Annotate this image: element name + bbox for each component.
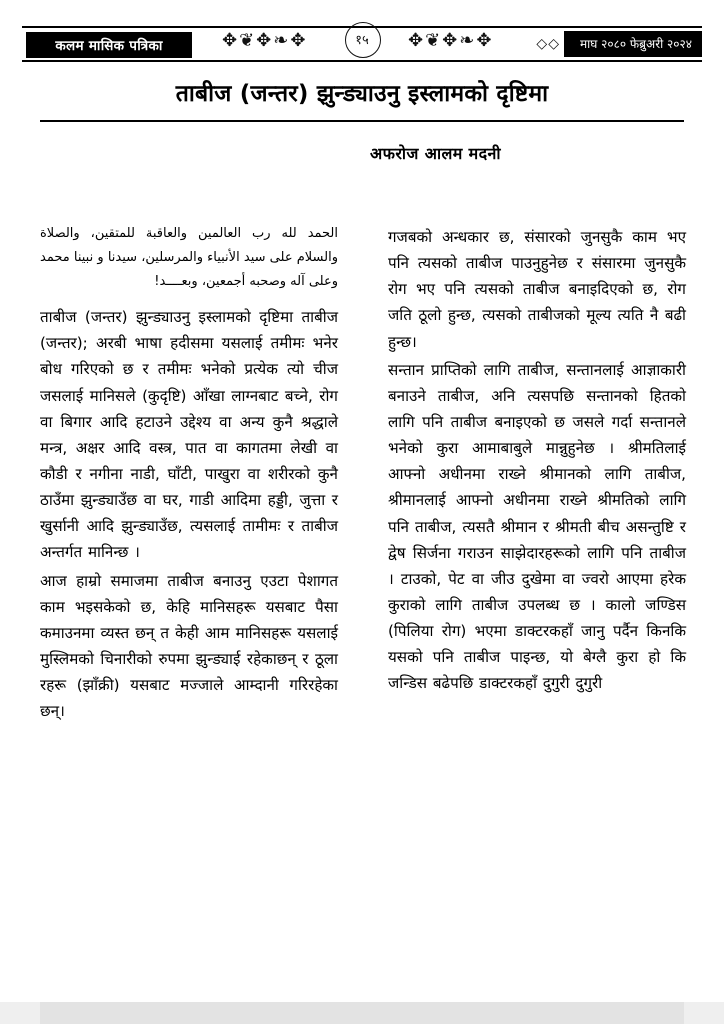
header-rule-bottom xyxy=(22,60,702,62)
page-footer-strip xyxy=(0,1002,724,1024)
magazine-masthead: कलम मासिक पत्रिका xyxy=(26,32,192,58)
page-header xyxy=(0,14,724,66)
paragraph: आज हाम्रो समाजमा ताबीज बनाउनु एउटा पेशागत काम भइसकेको छ, केहि मानिसहरू यसबाट पैसा कमाउनमा व्यस्त छन् त केही आम मानिसहरू यसलाई मुस्लिमको चिनारीको रुपमा झुन्ड्याई रहेकाछन् र ठूला रहरू (झाँक्री) यसबाट मज्जाले आम्दानी गरिरहेका छन्। xyxy=(40,571,338,721)
article-author: अफरोज आलम मदनी xyxy=(370,144,501,163)
article-title: ताबीज (जन्तर) झुन्ड्याउनु इस्लामको दृष्टिमा xyxy=(175,81,549,107)
issue-tag xyxy=(536,28,702,60)
page-number-badge xyxy=(340,20,384,58)
page-number-text: १५ xyxy=(355,33,369,48)
paragraph: ताबीज (जन्तर) झुन्ड्याउनु इस्लामको दृष्टिमा ताबीज (जन्तर); अरबी भाषा हदीसमा यसलाई तमीमः भनेर बोध गरिएको छ र तमीमः भनेको प्रत्येक त्यो चीज जसलाई मानिसले (कुदृष्टि) आँखा लाग्नबाट बच्ने, रोग वा बिगार आदि हटाउने उद्देश्य वा अन्य कुनै श्रद्धाले मन्त्र, अक्षर आदि वस्त्र, पात वा कागतमा लेखी वा कौडी र नगीना नाडी, घाँटी, पाखुरा वा शरीरको कुनै ठाउँमा झुन्ड्याउँछ वा घर, गाडी आदिमा हड्डी, जुत्ता र खुर्सानी आदि झुन्ड्याउँछ, त्यसलाई तामीमः र ताबीज अन्तर्गत मानिन्छ । xyxy=(40,308,338,562)
title-divider xyxy=(40,120,684,122)
page-footer-inner xyxy=(40,1002,684,1024)
ornament-right-icon: ✥❦✥❧✥ xyxy=(408,30,494,51)
column-right xyxy=(388,222,686,978)
column-left xyxy=(40,222,338,978)
ornament-left-icon: ✥❦✥❧✥ xyxy=(222,30,308,51)
paragraph: सन्तान प्राप्तिको लागि ताबीज, सन्तानलाई आज्ञाकारी बनाउने ताबीज, अनि त्यसपछि सन्तानको हितको लागि पनि ताबीज बनाइएको छ जसले गर्दा सन्तानले भनेको कुरा आमाबाबुले मान्नुहुनेछ । श्रीमतिलाई आफ्नो अधीनमा राख्ने श्रीमानको लागि ताबीज, श्रीमानलाई आफ्नो अधीनमा राख्ने श्रीमतिको लागि पनि ताबीज, त्यसतै श्रीमान र श्रीमती बीच असन्तुष्टि र द्वेष सिर्जना गराउन साझेदारहरूको लागि पनि ताबीज । टाउको, पेट वा जीउ दुखेमा वा ज्वरो आएमा हरेक कुराको लागि ताबीज उपलब्ध छ । कालो जण्डिस (पिलिया रोग) भएमा डाक्टरकहाँ जानु पर्दैन किनकि यसको पनि ताबीज पाइन्छ, यो बेग्लै कुरा हो कि जन्डिस बढेपछि डाक्टरकहाँ दुगुरी दुगुरी xyxy=(388,360,686,693)
issue-date-label: माघ २०८० फेब्रुअरी २०२४ xyxy=(564,31,702,57)
paragraph: गजबको अन्धकार छ, संसारको जुनसुकै काम भए पनि त्यसको ताबीज पाउनुहुनेछ र संसारमा जुनसुकै रोग भए पनि त्यसको ताबीज बनाइदिएको छ, रोग जति ठूलो हुन्छ, त्यसको ताबीजको मूल्य त्यति नै बढी हुन्छ। xyxy=(388,228,686,351)
arabic-invocation: الحمد لله رب العالمين والعاقبة للمتقين، والصلاة والسلام على سيد الأنبياء والمرسلين، سيدنا و نبينا محمد وعلى آله وصحبه أجمعين، وبعــــد! xyxy=(40,226,338,290)
diamond-ornament-icon: ◇◇ xyxy=(536,36,560,52)
article-body xyxy=(40,222,686,978)
